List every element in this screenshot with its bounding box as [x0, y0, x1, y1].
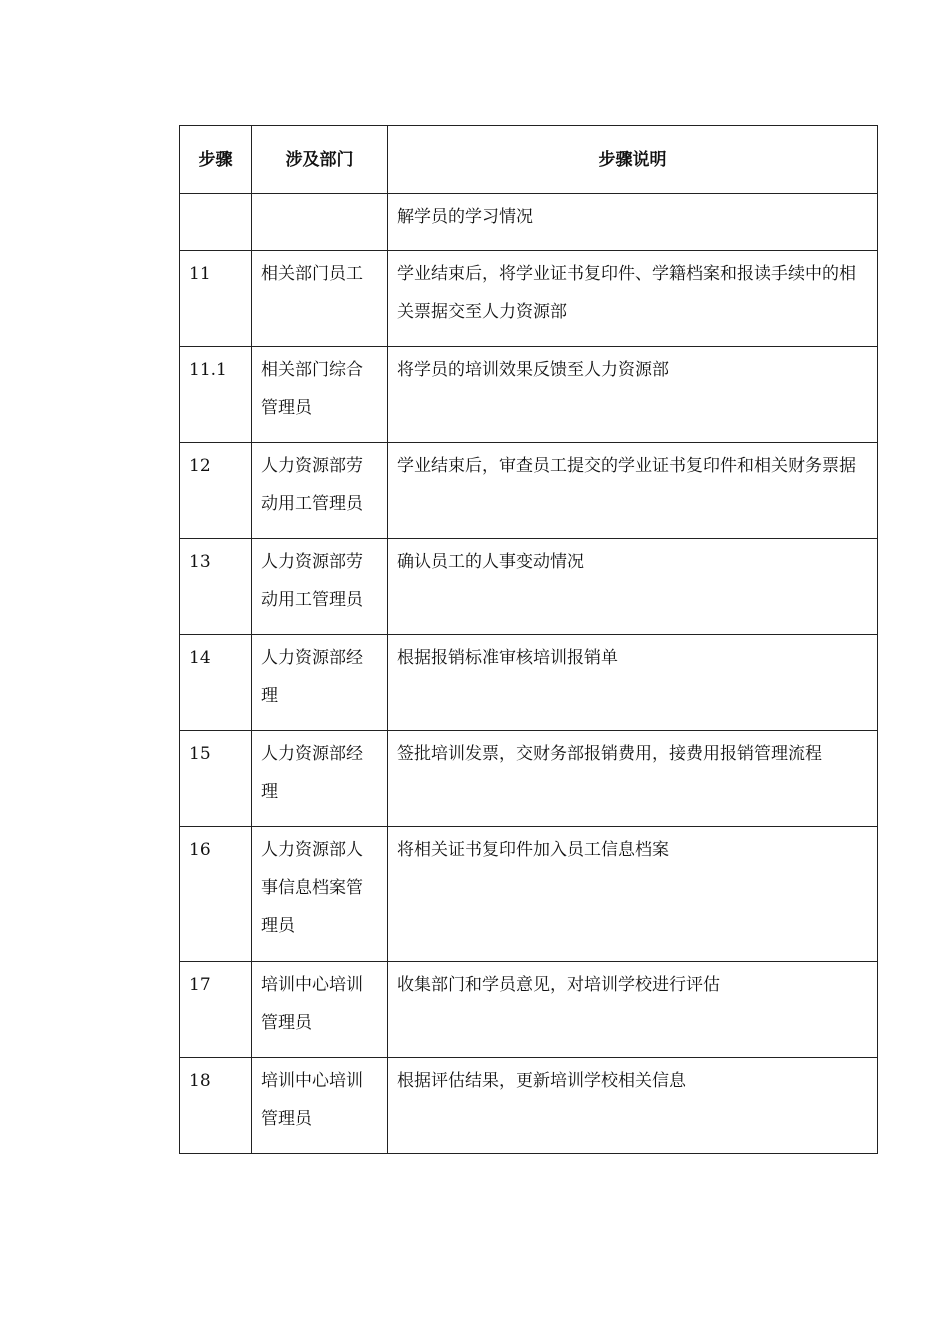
- header-step: 步骤: [180, 126, 252, 194]
- step-cell: 12: [180, 443, 252, 539]
- procedure-table: [179, 125, 878, 1154]
- department-cell: 培训中心培训管理员: [252, 1058, 388, 1154]
- table-row: [180, 827, 878, 962]
- step-cell: 13: [180, 539, 252, 635]
- step-cell: 14: [180, 635, 252, 731]
- description-cell: 签批培训发票，交财务部报销费用，接费用报销管理流程: [388, 731, 878, 827]
- department-cell: 人力资源部经理: [252, 635, 388, 731]
- step-cell: [180, 194, 252, 251]
- step-cell: 17: [180, 962, 252, 1058]
- department-cell: 人力资源部经理: [252, 731, 388, 827]
- department-cell: 相关部门综合管理员: [252, 347, 388, 443]
- step-cell: 16: [180, 827, 252, 962]
- table-row: [180, 347, 878, 443]
- department-cell: 人力资源部劳动用工管理员: [252, 539, 388, 635]
- description-cell: 根据报销标准审核培训报销单: [388, 635, 878, 731]
- table-row: [180, 731, 878, 827]
- description-cell: 将学员的培训效果反馈至人力资源部: [388, 347, 878, 443]
- description-cell: 确认员工的人事变动情况: [388, 539, 878, 635]
- department-cell: [252, 194, 388, 251]
- step-cell: 11.1: [180, 347, 252, 443]
- header-department: 涉及部门: [252, 126, 388, 194]
- table-row: [180, 539, 878, 635]
- table-row: [180, 443, 878, 539]
- header-description: 步骤说明: [388, 126, 878, 194]
- table-row: [180, 194, 878, 251]
- step-cell: 18: [180, 1058, 252, 1154]
- description-cell: 将相关证书复印件加入员工信息档案: [388, 827, 878, 962]
- table-row: [180, 635, 878, 731]
- description-cell: 学业结束后，将学业证书复印件、学籍档案和报读手续中的相关票据交至人力资源部: [388, 251, 878, 347]
- table-row: [180, 251, 878, 347]
- description-cell: 根据评估结果，更新培训学校相关信息: [388, 1058, 878, 1154]
- table-row: [180, 1058, 878, 1154]
- description-cell: 解学员的学习情况: [388, 194, 878, 251]
- department-cell: 人力资源部人事信息档案管理员: [252, 827, 388, 962]
- department-cell: 人力资源部劳动用工管理员: [252, 443, 388, 539]
- table-header-row: [180, 126, 878, 194]
- table-row: [180, 962, 878, 1058]
- description-cell: 收集部门和学员意见，对培训学校进行评估: [388, 962, 878, 1058]
- department-cell: 相关部门员工: [252, 251, 388, 347]
- step-cell: 15: [180, 731, 252, 827]
- description-cell: 学业结束后，审查员工提交的学业证书复印件和相关财务票据: [388, 443, 878, 539]
- step-cell: 11: [180, 251, 252, 347]
- department-cell: 培训中心培训管理员: [252, 962, 388, 1058]
